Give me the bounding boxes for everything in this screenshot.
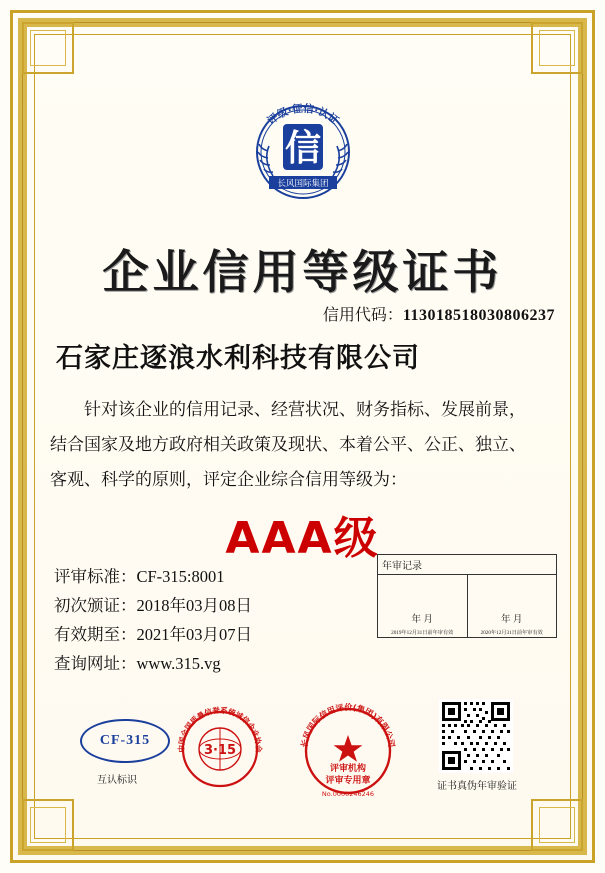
rating-seal-center-1: 评审机构 — [329, 764, 367, 774]
svg-text:信: 信 — [284, 128, 321, 169]
svg-text:3·15: 3·15 — [203, 743, 237, 758]
annual-review-cells — [378, 575, 556, 637]
info-standard: 评审标准：CF-315:8001 — [54, 567, 225, 586]
cf315-caption: 互认标识 — [97, 775, 137, 786]
credit-code-value: 113018518030806237 — [402, 307, 555, 324]
credit-code-line — [323, 302, 555, 325]
credit-grade: AAA级 — [225, 513, 380, 564]
review-cell-2-date: 年 月 — [501, 615, 523, 625]
qr-caption: 证书真伪年审验证 — [437, 781, 517, 792]
quality-association-seal-icon — [172, 701, 268, 802]
info-valid-until: 有效期至：2021年03月07日 — [54, 625, 252, 644]
organization-emblem-icon — [239, 88, 367, 216]
body-paragraph-2: 结合国家及地方政府相关政策及现状、本着公平、公正、独立、 — [50, 435, 526, 454]
certificate-title: 企业信用等级证书 — [102, 245, 503, 299]
emblem-arc-text: 评级·征信·认证 — [264, 102, 341, 128]
quality-seal-ring-text: 中国全国质量信誉系统诚信企业协会 — [176, 705, 264, 753]
emblem-container — [44, 88, 561, 216]
annual-review-cell-2 — [467, 575, 557, 637]
cf315-mark-text: CF-315 — [80, 719, 170, 763]
annual-review-cell-1 — [378, 575, 467, 637]
certificate-info-list — [54, 562, 252, 678]
body-paragraph-3: 客观、科学的原则，评定企业综合信用等级为： — [50, 470, 407, 489]
seals-row — [44, 693, 561, 823]
certificate-content — [44, 44, 561, 829]
rating-authority-seal-icon — [294, 697, 402, 810]
body-paragraph-1: 针对该企业的信用记录、经营状况、财务指标、发展前景， — [84, 400, 526, 419]
rating-seal-ring-text: 长风国际信用评价(集团)有限公司 — [299, 701, 397, 749]
review-cell-1-date: 年 月 — [411, 615, 433, 625]
rating-seal-number: No.0000246246 — [321, 790, 375, 798]
emblem-banner-text: 长风国际集团 — [276, 179, 329, 189]
cf315-mark-icon — [80, 719, 170, 763]
annual-review-title: 年审记录 — [378, 555, 556, 575]
review-cell-1-note: 2019年12月31日前年审有效 — [391, 630, 454, 636]
company-name: 石家庄逐浪水利科技有限公司 — [56, 343, 420, 374]
rating-seal-center-2: 评审专用章 — [325, 776, 371, 786]
verification-qr-code[interactable] — [439, 699, 513, 773]
annual-review-box — [377, 554, 557, 638]
info-website: 查询网址：www.315.vg — [54, 654, 221, 673]
certificate-body — [50, 392, 555, 497]
review-cell-2-note: 2020年12月31日前年审有效 — [480, 630, 543, 636]
info-issue-date: 初次颁证：2018年03月08日 — [54, 596, 252, 615]
credit-code-label: 信用代码： — [322, 307, 403, 324]
